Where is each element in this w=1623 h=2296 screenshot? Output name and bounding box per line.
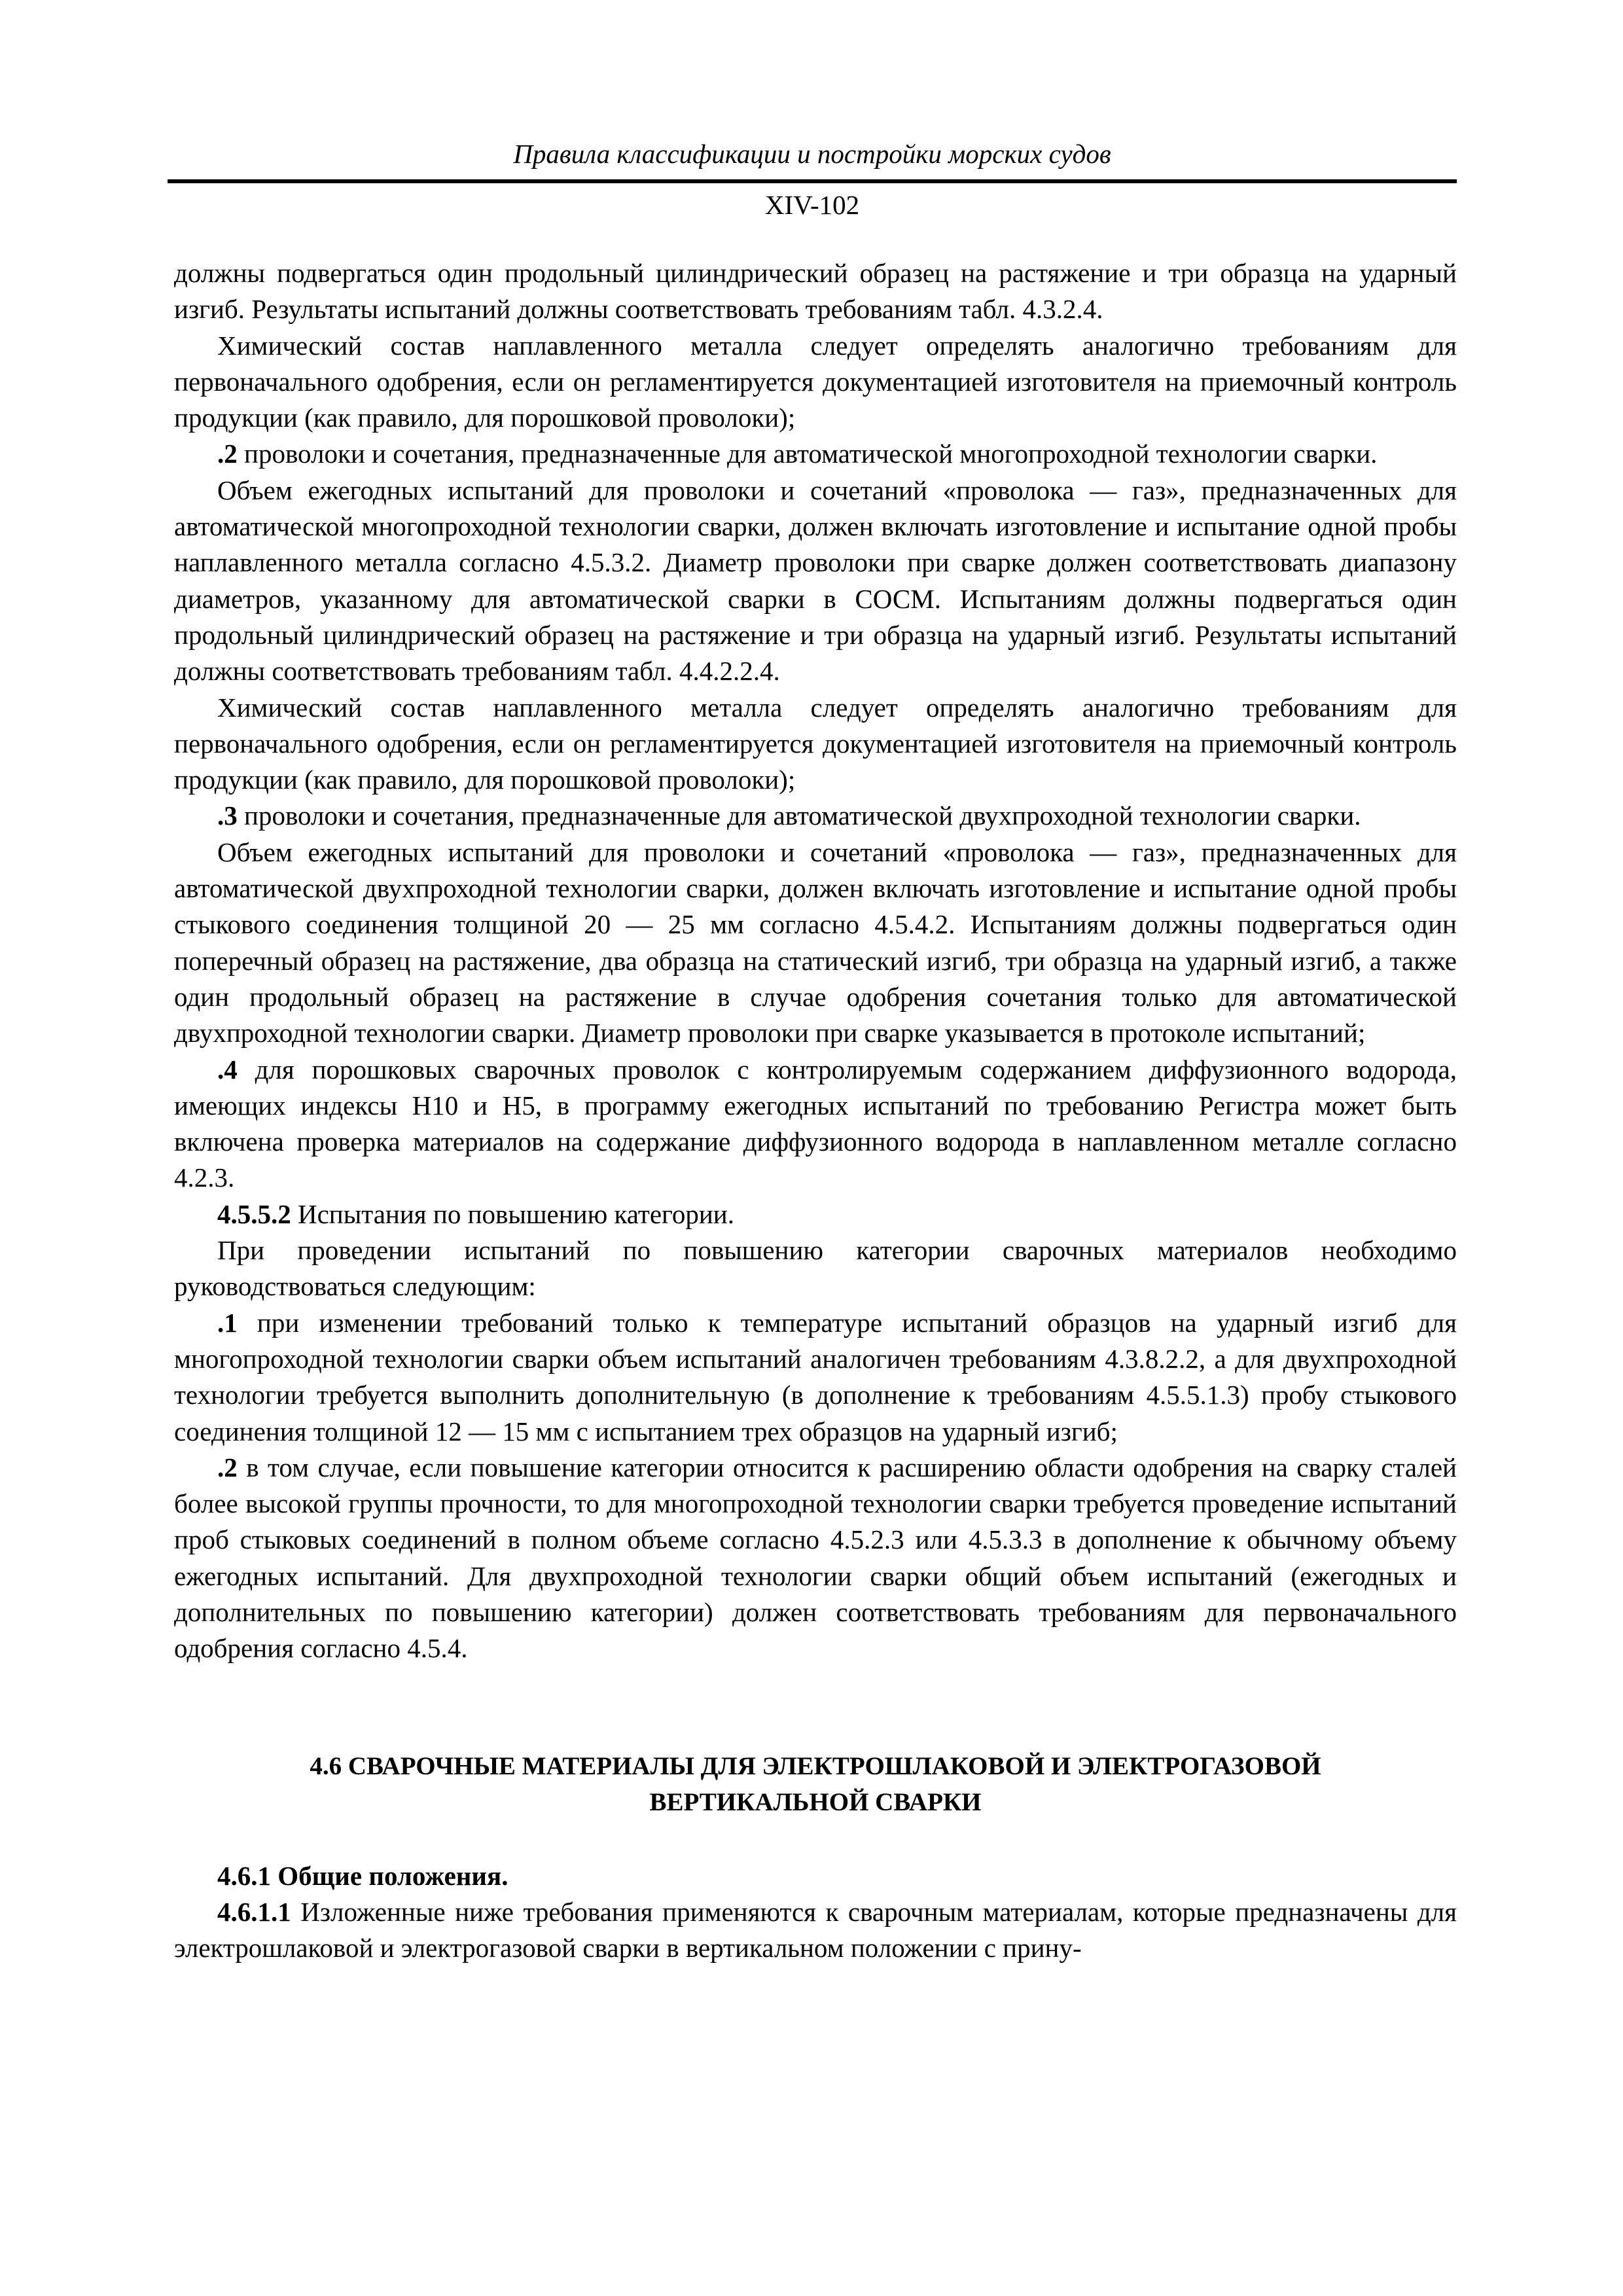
list-item: .2 в том случае, если повышение категории относится к расширению области одобрения на сварку сталей более высокой группы прочности, то для многопроходной технологии сварки требуется проведение испытаний проб стыковых соединений в полном объеме согласно 4.5.2.3 или 4.5.3.3 в дополнение к обычному объему ежегодных испытаний. Для двухпроходной технологии сварки общий объем испытаний (ежегодных и дополнительных по повышению категории) должен соответствовать требованиям для первоначального одобрения согласно 4.5.4.	[174, 1452, 1457, 1664]
page-header	[168, 137, 1457, 221]
paragraph: должны подвергаться один продольный цилиндрический образец на растяжение и три образца на ударный изгиб. Результаты испытаний должны соответствовать требованиям табл. 4.3.2.4.	[174, 258, 1457, 325]
list-item: .4 для порошковых сварочных проволок с контролируемым содержанием диффузионного водорода, имеющих индексы H10 и H5, в программу ежегодных испытаний по требованию Регистра может быть включена проверка материалов на содержание диффузионного водорода в наплавленном металле согласно 4.2.3.	[174, 1054, 1457, 1193]
item-number: .3	[217, 800, 238, 831]
page-number: XIV-102	[764, 190, 860, 220]
paragraph: Химический состав наплавленного металла следует определять аналогично требованиям для первоначального одобрения, если он регламентируется документацией изготовителя на приемочный контроль продукции (как правило, для порошковой проволоки);	[174, 330, 1457, 433]
clause: 4.6.1.1 Изложенные ниже требования применяются к сварочным материалам, которые предназначены для электрошлаковой и электрогазовой сварки в вертикальном положении с прину-	[174, 1896, 1457, 1964]
paragraph: Химический состав наплавленного металла следует определять аналогично требованиям для первоначального одобрения, если он регламентируется документацией изготовителя на приемочный контроль продукции (как правило, для порошковой проволоки);	[174, 692, 1457, 795]
clause: 4.5.5.2 Испытания по повышению категории.	[217, 1198, 734, 1229]
paragraph: При проведении испытаний по повышению категории сварочных материалов необходимо руководствоваться следующим:	[174, 1235, 1457, 1302]
paragraph: Объем ежегодных испытаний для проволоки и сочетаний «проволока — газ», предназначенных для автоматической многопроходной технологии сварки, должен включать изготовление и испытание одной пробы наплавленного металла согласно 4.5.3.2. Диаметр проволоки при сварке должен соответствовать диапазону диаметров, указанному для автоматической сварки в СОСМ. Испытаниям должны подвергаться один продольный цилиндрический образец на растяжение и три образца на ударный изгиб. Результаты испытаний должны соответствовать требованиям табл. 4.4.2.2.4.	[174, 475, 1457, 687]
clause-number: 4.5.5.2	[217, 1198, 291, 1229]
header-rule	[168, 179, 1457, 183]
list-item: .1 при изменении требований только к температуре испытаний образцов на ударный изгиб для многопроходной технологии сварки объем испытаний аналогичен требованиям 4.3.8.2.2, а для двухпроходной технологии требуется выполнить дополнительную (в дополнение к требованиям 4.5.5.1.3) пробу стыкового соединения толщиной 12 — 15 мм с испытанием трех образцов на ударный изгиб;	[174, 1307, 1457, 1446]
document-body	[174, 255, 1457, 1966]
list-item: .2 проволоки и сочетания, предназначенные для автоматической многопроходной технологии сварки.	[217, 439, 1378, 469]
clause-number: 4.6.1.1	[217, 1896, 291, 1927]
item-number: .2	[217, 439, 238, 469]
item-number: .1	[217, 1307, 238, 1338]
running-title: Правила классификации и постройки морских судов	[513, 139, 1111, 169]
paragraph: Объем ежегодных испытаний для проволоки и сочетаний «проволока — газ», предназначенных для автоматической двухпроходной технологии сварки, должен включать изготовление и испытание одной пробы стыкового соединения толщиной 20 — 25 мм согласно 4.5.4.2. Испытаниям должны подвергаться один поперечный образец на растяжение, два образца на статический изгиб, три образца на ударный изгиб, а также один продольный образец на растяжение в случае одобрения сочетания только для автоматической двухпроходной технологии сварки. Диаметр проволоки при сварке указывается в протоколе испытаний;	[174, 836, 1457, 1049]
item-number: .4	[217, 1054, 238, 1085]
list-item: .3 проволоки и сочетания, предназначенные для автоматической двухпроходной технологии сварки.	[217, 800, 1361, 831]
section-title: 4.6 СВАРОЧНЫЕ МАТЕРИАЛЫ ДЛЯ ЭЛЕКТРОШЛАКОВОЙ И ЭЛЕКТРОГАЗОВОЙ ВЕРТИКАЛЬНОЙ СВАРКИ	[310, 1751, 1321, 1816]
item-number: .2	[217, 1452, 238, 1482]
subsection-title: 4.6.1 Общие положения.	[217, 1860, 508, 1891]
